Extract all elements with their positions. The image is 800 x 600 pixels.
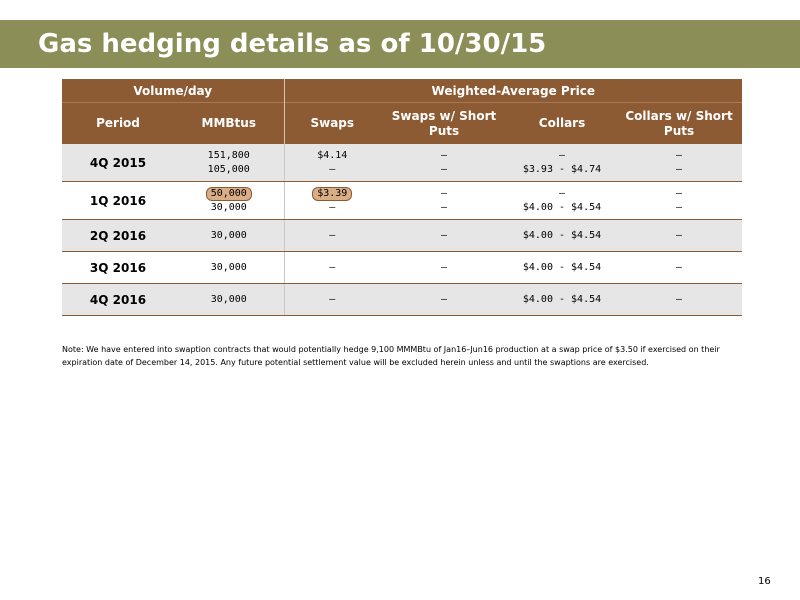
swaps-cell: —: [284, 284, 380, 316]
cell-value: [285, 187, 381, 201]
column-header: Swaps: [284, 103, 380, 145]
hedging-table: [62, 79, 742, 316]
collars-short-puts-cell: —: [616, 284, 742, 316]
mmbtus-cell: 30,000: [174, 284, 284, 316]
column-header: Swaps w/ Short Puts: [380, 103, 508, 145]
mmbtus-cell: 30,000: [174, 220, 284, 252]
highlighted-value: 50,000: [206, 187, 252, 201]
table-row: [62, 220, 742, 252]
collars-cell: $4.00 - $4.54: [508, 252, 616, 284]
table-row: [62, 144, 742, 182]
cell-value: —: [441, 201, 448, 213]
collars-cell: [508, 144, 616, 182]
cell-value: —: [559, 149, 566, 161]
mmbtus-cell: [174, 182, 284, 220]
cell-value: $4.14: [317, 149, 348, 161]
cell-value: —: [676, 187, 683, 199]
swaps-cell: —: [284, 252, 380, 284]
cell-value: 151,800: [207, 149, 250, 161]
price-group-header: Weighted-Average Price: [284, 79, 742, 103]
column-header: Period: [62, 103, 174, 145]
swaps-short-puts-cell: —: [380, 252, 508, 284]
cell-value: —: [329, 163, 336, 175]
period-cell: 3Q 2016: [62, 252, 174, 284]
collars-short-puts-cell: [616, 144, 742, 182]
collars-short-puts-cell: —: [616, 252, 742, 284]
cell-value: [174, 187, 284, 201]
swaps-cell: [284, 144, 380, 182]
period-cell: 4Q 2016: [62, 284, 174, 316]
period-cell: 4Q 2015: [62, 144, 174, 182]
period-cell: 1Q 2016: [62, 182, 174, 220]
column-header: MMBtus: [174, 103, 284, 145]
swaps-short-puts-cell: [380, 182, 508, 220]
highlighted-value: $3.39: [312, 187, 352, 201]
volume-group-header: Volume/day: [62, 79, 284, 103]
cell-value: —: [676, 149, 683, 161]
page-title: Gas hedging details as of 10/30/15: [38, 29, 547, 59]
group-header-row: [62, 79, 742, 103]
page-number: 16: [758, 576, 771, 587]
cell-value: —: [676, 201, 683, 213]
cell-value: —: [441, 163, 448, 175]
mmbtus-cell: 30,000: [174, 252, 284, 284]
swaps-short-puts-cell: —: [380, 284, 508, 316]
collars-short-puts-cell: —: [616, 220, 742, 252]
column-header: Collars: [508, 103, 616, 145]
swaps-short-puts-cell: [380, 144, 508, 182]
cell-value: 105,000: [207, 163, 250, 175]
cell-value: $4.00 - $4.54: [522, 201, 602, 213]
cell-value: 30,000: [210, 201, 247, 213]
period-cell: 2Q 2016: [62, 220, 174, 252]
cell-value: —: [676, 163, 683, 175]
swaps-short-puts-cell: —: [380, 220, 508, 252]
swaps-cell: [284, 182, 380, 220]
cell-value: —: [441, 187, 448, 199]
collars-cell: [508, 182, 616, 220]
cell-value: $3.93 - $4.74: [522, 163, 602, 175]
mmbtus-cell: [174, 144, 284, 182]
swaps-cell: —: [284, 220, 380, 252]
collars-cell: $4.00 - $4.54: [508, 220, 616, 252]
collars-cell: $4.00 - $4.54: [508, 284, 616, 316]
cell-value: —: [441, 149, 448, 161]
collars-short-puts-cell: [616, 182, 742, 220]
footnote: Note: We have entered into swaption contracts that would potentially hedge 9,100 MMMBtu of Jan16–Jun16 production at a swap price of $3.50 if exercised on their expiration date of December 14, 2015. Any future potential settlement value will be excluded herein unless and until the swaptions are exercised.: [62, 345, 720, 367]
table-row: [62, 252, 742, 284]
cell-value: —: [329, 201, 336, 213]
table-row: [62, 284, 742, 316]
column-header: Collars w/ Short Puts: [616, 103, 742, 145]
column-header-row: [62, 103, 742, 145]
table-row: [62, 182, 742, 220]
cell-value: —: [559, 187, 566, 199]
